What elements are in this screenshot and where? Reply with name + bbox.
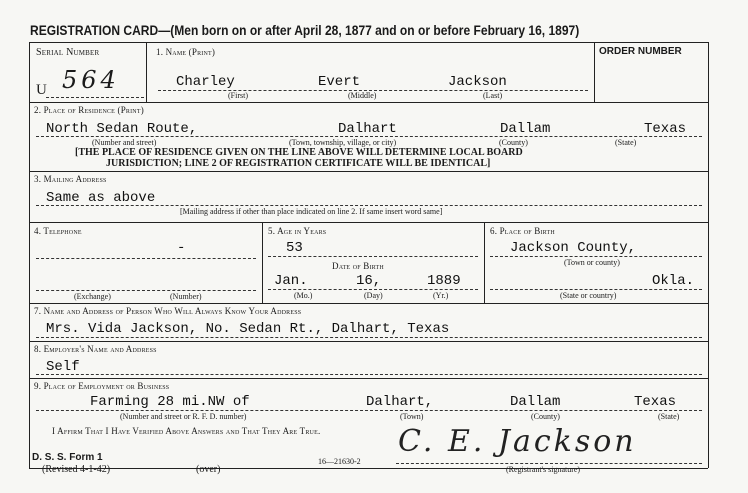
divider-order (594, 42, 595, 102)
birthplace-state: Okla. (652, 273, 695, 289)
contact-label: 7. Name and Address of Person Who Will Always Know Your Address (34, 306, 302, 316)
serial-number-label: Serial Number (36, 47, 100, 58)
divider-age (262, 222, 263, 303)
form-revised: (Revised 4-1-42) (42, 464, 111, 475)
dob-underline (268, 289, 478, 290)
form-name: D. S. S. Form 1 (32, 452, 103, 463)
serial-number-value: 564 (62, 66, 120, 94)
row8-bottom (29, 378, 708, 379)
dob-month: Jan. (274, 273, 308, 289)
mailing-label: 3. Mailing Address (34, 174, 107, 184)
birthplace-underline-1 (490, 256, 702, 257)
employer-label: 8. Employer's Name and Address (34, 344, 157, 354)
residence-street-caption: (Number and street) (92, 138, 157, 147)
birthplace-state-caption: (State or country) (560, 291, 617, 300)
serial-prefix: U (36, 82, 47, 98)
row7-bottom (29, 341, 708, 342)
form-over: (over) (196, 464, 221, 475)
serial-underline (46, 97, 144, 98)
affirmation-text: I Affirm That I Have Verified Above Answers and That They Are True. (52, 426, 321, 436)
name-first: Charley (176, 74, 235, 90)
dob-day: 16, (356, 273, 382, 289)
row3-bottom (29, 222, 708, 223)
registrant-signature: C. E. Jackson (398, 424, 637, 459)
dob-day-caption: (Day) (364, 291, 383, 300)
employer-value: Self (46, 359, 80, 375)
divider-serial (146, 42, 147, 102)
form-code: 16—21630-2 (318, 457, 361, 466)
telephone-underline-2 (36, 290, 256, 291)
border-top (29, 42, 708, 43)
age-underline (268, 256, 478, 257)
border-bottom (29, 468, 708, 469)
residence-town-caption: (Town, township, village, or city) (289, 138, 397, 147)
row2-bottom (29, 171, 708, 172)
residence-county: Dallam (500, 121, 551, 137)
employment-street-caption: (Number and street or R. F. D. number) (120, 412, 247, 421)
age-label: 5. Age in Years (268, 226, 327, 236)
mailing-caption: [Mailing address if other than place indicated on line 2. If same insert word same] (180, 207, 443, 216)
residence-state: Texas (644, 121, 687, 137)
mailing-underline (36, 205, 702, 206)
dob-year: 1889 (427, 273, 461, 289)
mailing-value: Same as above (46, 190, 156, 206)
residence-note-line1: [THE PLACE OF RESIDENCE GIVEN ON THE LINE ABOVE WILL DETERMINE LOCAL BOARD (75, 147, 523, 158)
employment-state: Texas (634, 394, 677, 410)
telephone-exchange-caption: (Exchange) (74, 292, 111, 301)
residence-town: Dalhart (338, 121, 397, 137)
employment-county: Dallam (510, 394, 561, 410)
age-value: 53 (286, 240, 303, 256)
employment-street: Farming 28 mi.NW of (90, 394, 250, 410)
name-middle-caption: (Middle) (348, 91, 377, 100)
employment-label: 9. Place of Employment or Business (34, 381, 170, 391)
residence-state-caption: (State) (615, 138, 637, 147)
residence-underline (36, 136, 702, 137)
birthplace-label: 6. Place of Birth (490, 226, 555, 236)
employment-state-caption: (State) (658, 412, 680, 421)
residence-note-line2: JURISDICTION; LINE 2 OF REGISTRATION CERTIFICATE WILL BE IDENTICAL] (106, 158, 491, 169)
telephone-label: 4. Telephone (34, 226, 82, 236)
border-right (708, 42, 709, 468)
divider-birthplace (484, 222, 485, 303)
employment-town: Dalhart, (366, 394, 434, 410)
card-title: REGISTRATION CARD—(Men born on or after April 28, 1877 and on or before February 16, 1897) (30, 22, 580, 38)
contact-value: Mrs. Vida Jackson, No. Sedan Rt., Dalhart, Texas (46, 321, 450, 337)
residence-street: North Sedan Route, (46, 121, 198, 137)
name-label: 1. Name (Print) (156, 47, 216, 57)
telephone-underline-1 (36, 258, 256, 259)
employer-underline (36, 374, 702, 375)
border-left (29, 42, 30, 468)
name-last: Jackson (448, 74, 507, 90)
signature-underline (396, 463, 702, 464)
residence-label: 2. Place of Residence (Print) (34, 105, 144, 115)
order-number-label: ORDER NUMBER (599, 46, 682, 57)
residence-county-caption: (County) (499, 138, 528, 147)
employment-town-caption: (Town) (400, 412, 424, 421)
row1-bottom (29, 102, 708, 103)
telephone-number-caption: (Number) (170, 292, 202, 301)
employment-underline (36, 410, 702, 411)
birthplace-underline-2 (490, 289, 702, 290)
name-middle: Evert (318, 74, 361, 90)
row4-bottom (29, 303, 708, 304)
dob-year-caption: (Yr.) (433, 291, 449, 300)
birthplace-town-caption: (Town or county) (564, 258, 620, 267)
employment-county-caption: (County) (531, 412, 560, 421)
dob-month-caption: (Mo.) (294, 291, 313, 300)
birthplace-county: Jackson County, (510, 240, 637, 256)
contact-underline (36, 337, 702, 338)
telephone-value: - (177, 240, 186, 256)
name-last-caption: (Last) (483, 91, 503, 100)
dob-label: Date of Birth (332, 261, 384, 271)
name-first-caption: (First) (228, 91, 248, 100)
signature-caption: (Registrant's signature) (506, 465, 581, 474)
